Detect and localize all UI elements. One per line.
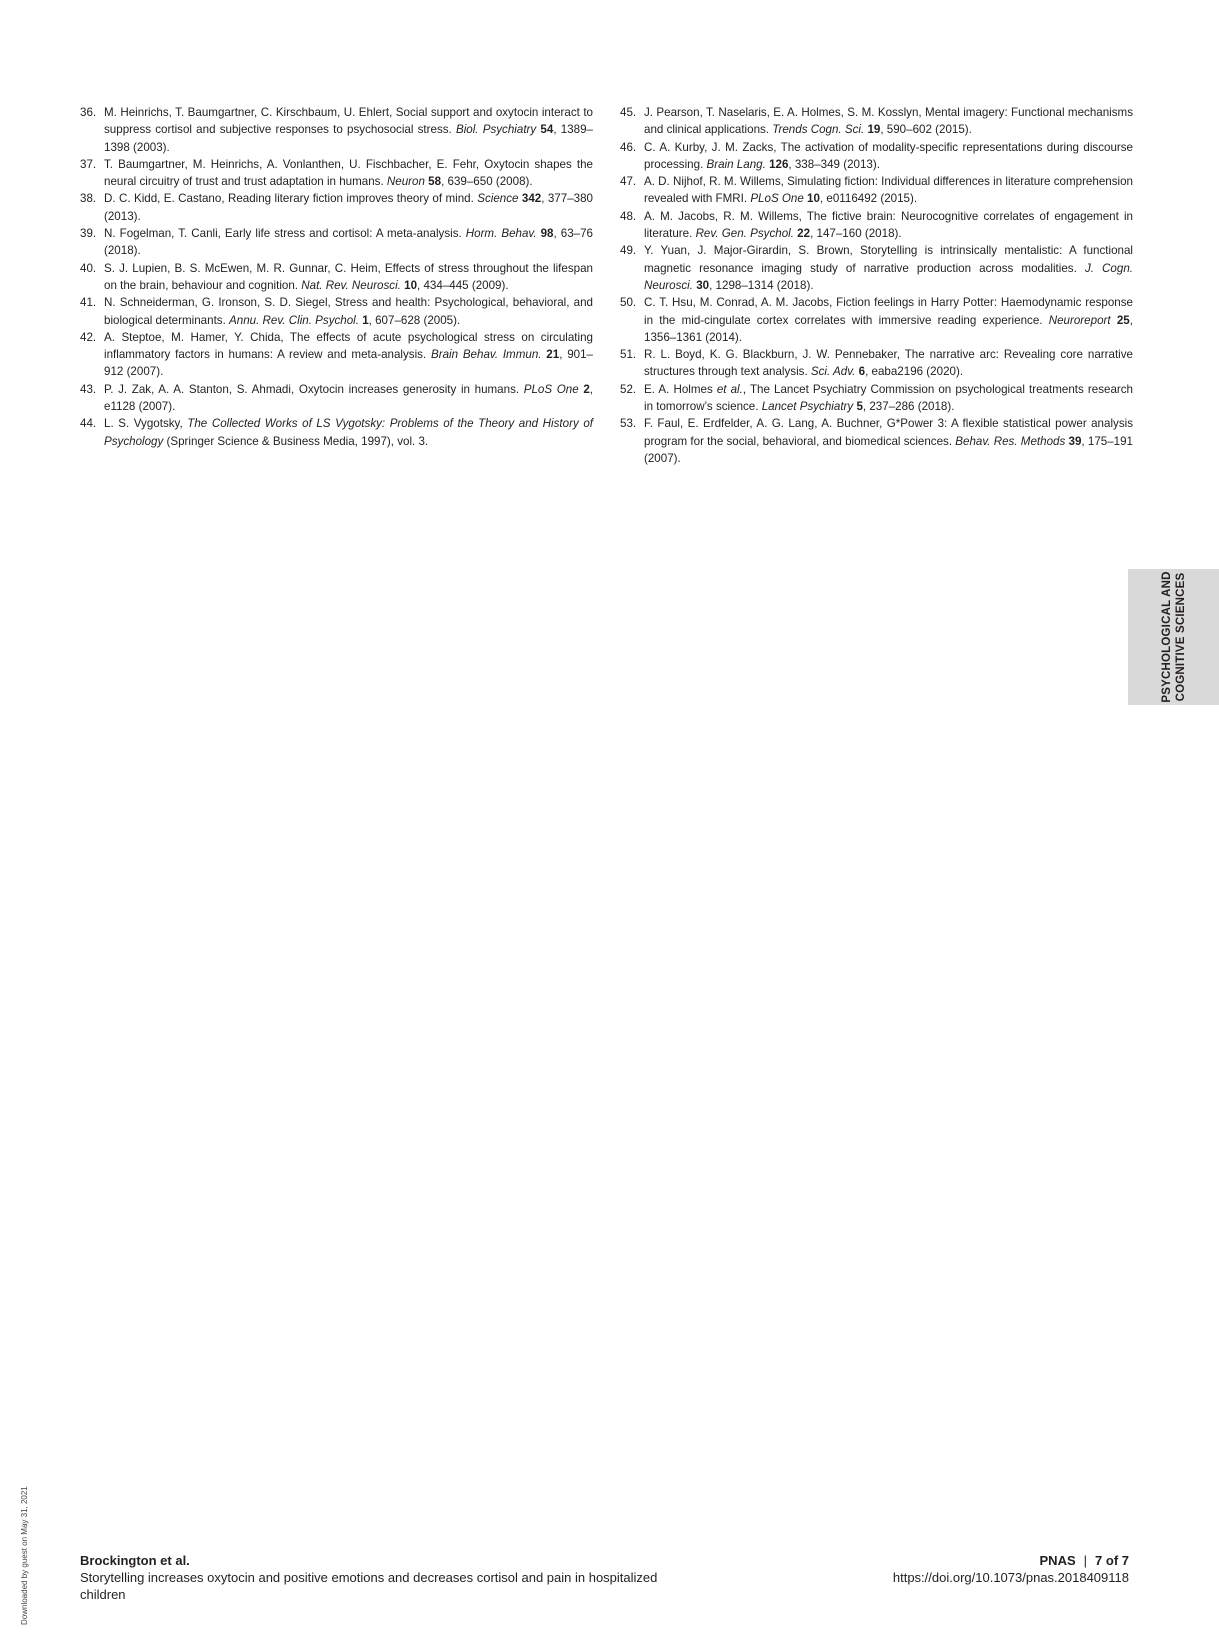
reference-number: 45. (620, 106, 637, 119)
reference-number: 41. (80, 296, 97, 310)
reference-item (80, 260, 593, 295)
reference-number: 53. (620, 417, 637, 431)
reference-number: 38. (80, 192, 97, 206)
reference-number: 51. (620, 348, 637, 362)
reference-item (620, 173, 1133, 208)
reference-text: M. Heinrichs, T. Baumgartner, C. Kirschbaum, U. Ehlert, Social support and oxytocin interact to suppress cortisol and subjective responses to psychosocial stress. Biol. Psychiatry 54, 1389–1398 (2003). (104, 106, 593, 154)
section-side-tab (1128, 569, 1219, 705)
footer-article-title: Storytelling increases oxytocin and positive emotions and decreases cortisol and pain in hospitalized children (80, 1570, 658, 1602)
reference-text: F. Faul, E. Erdfelder, A. G. Lang, A. Buchner, G*Power 3: A flexible statistical power analysis program for the social, behavioral, and biomedical sciences. Behav. Res. Methods 39, 175–191 (2007). (644, 417, 1134, 465)
reference-number: 36. (80, 106, 97, 119)
reference-item (620, 139, 1133, 174)
reference-text: R. L. Boyd, K. G. Blackburn, J. W. Pennebaker, The narrative arc: Revealing core narrative structures through text analysis. Sci. Adv. 6, eaba2196 (2020). (644, 348, 1133, 379)
reference-number: 37. (80, 157, 97, 171)
reference-item (620, 415, 1133, 467)
reference-text: N. Fogelman, T. Canli, Early life stress and cortisol: A meta-analysis. Horm. Behav. 98, 63–76 (2018). (104, 227, 594, 258)
references-column-right (620, 104, 1133, 467)
reference-item (80, 190, 593, 225)
reference-number: 40. (80, 261, 97, 275)
reference-number: 42. (80, 330, 97, 344)
reference-item (80, 104, 593, 156)
reference-text: Y. Yuan, J. Major-Girardin, S. Brown, Storytelling is intrinsically mentalistic: A functional magnetic resonance imaging study of narrative production across modalities. J. Cogn. Neurosci. 30, 1298–1314 (2018). (644, 244, 1133, 292)
reference-number: 47. (620, 175, 637, 189)
doi-link[interactable]: https://doi.org/10.1073/pnas.2018409118 (892, 1570, 1129, 1585)
reference-item (80, 156, 593, 191)
reference-number: 46. (620, 140, 637, 154)
reference-item (620, 242, 1133, 294)
reference-number: 48. (620, 209, 637, 223)
reference-item (80, 225, 593, 260)
reference-number: 44. (80, 417, 97, 431)
reference-text: A. D. Nijhof, R. M. Willems, Simulating fiction: Individual differences in literature comprehension revealed with FMRI. PLoS One 10, e0116492 (2015). (644, 175, 1133, 206)
reference-text: J. Pearson, T. Naselaris, E. A. Holmes, S. M. Kosslyn, Mental imagery: Functional mechanisms and clinical applications. Trends Cogn. Sci. 19, 590–602 (2015). (644, 106, 1133, 137)
references-column-left (80, 104, 593, 450)
footer-citation (80, 1552, 660, 1603)
reference-number: 49. (620, 244, 637, 258)
reference-item (80, 381, 593, 416)
section-label (1160, 571, 1188, 702)
reference-number: 39. (80, 227, 97, 241)
download-note: Downloaded by guest on May 31, 2021 (20, 1486, 29, 1625)
reference-item (80, 329, 593, 381)
section-label-line2: COGNITIVE SCIENCES (1174, 572, 1187, 702)
reference-item (80, 294, 593, 329)
reference-item (620, 104, 1133, 139)
footer-separator: | (1083, 1553, 1088, 1568)
reference-text: P. J. Zak, A. A. Stanton, S. Ahmadi, Oxytocin increases generosity in humans. PLoS One 2, e1128 (2007). (104, 382, 593, 414)
reference-number: 52. (620, 382, 637, 396)
reference-item (620, 208, 1133, 243)
footer-journal-info (893, 1552, 1129, 1586)
page-number: 7 of 7 (1095, 1553, 1129, 1568)
reference-text: N. Schneiderman, G. Ironson, S. D. Siegel, Stress and health: Psychological, behavioral, and biological determinants. Annu. Rev. Clin. Psychol. 1, 607–628 (2005). (104, 296, 593, 327)
reference-text: D. C. Kidd, E. Castano, Reading literary fiction improves theory of mind. Science 342, 377–380 (2013). (104, 192, 593, 223)
reference-text: C. A. Kurby, J. M. Zacks, The activation of modality-specific representations during discourse processing. Brain Lang. 126, 338–349 (2013). (644, 140, 1133, 171)
reference-item (620, 346, 1133, 381)
reference-number: 43. (80, 382, 97, 396)
journal-name: PNAS (1039, 1553, 1076, 1568)
reference-text: A. M. Jacobs, R. M. Willems, The fictive brain: Neurocognitive correlates of engagement in literature. Rev. Gen. Psychol. 22, 147–160 (2018). (644, 209, 1133, 241)
reference-text: A. Steptoe, M. Hamer, Y. Chida, The effects of acute psychological stress on circulating inflammatory factors in humans: A review and meta-analysis. Brain Behav. Immun. 21, 901–912 (2007). (104, 330, 594, 379)
reference-item (80, 415, 593, 450)
reference-item (620, 294, 1133, 346)
reference-text: L. S. Vygotsky, The Collected Works of LS Vygotsky: Problems of the Theory and History of Psychology (Springer Science & Business Media, 1997), vol. 3. (104, 417, 593, 448)
reference-text: E. A. Holmes et al., The Lancet Psychiatry Commission on psychological treatments research in tomorrow’s science. Lancet Psychiatry 5, 237–286 (2018). (644, 382, 1134, 414)
reference-text: S. J. Lupien, B. S. McEwen, M. R. Gunnar, C. Heim, Effects of stress throughout the lifespan on the brain, behaviour and cognition. Nat. Rev. Neurosci. 10, 434–445 (2009). (104, 261, 593, 292)
reference-number: 50. (620, 296, 637, 310)
footer-authors: Brockington et al. (80, 1553, 190, 1568)
reference-text: C. T. Hsu, M. Conrad, A. M. Jacobs, Fiction feelings in Harry Potter: Haemodynamic response in the mid-cingulate cortex correlates with immersive reading experience. Neuroreport 25, 1356–1361 (2014). (644, 296, 1133, 344)
reference-text: T. Baumgartner, M. Heinrichs, A. Vonlanthen, U. Fischbacher, E. Fehr, Oxytocin shapes the neural circuitry of trust and trust adaptation in humans. Neuron 58, 639–650 (2008). (104, 157, 593, 189)
section-label-line1: PSYCHOLOGICAL AND (1160, 571, 1173, 703)
reference-item (620, 381, 1133, 416)
